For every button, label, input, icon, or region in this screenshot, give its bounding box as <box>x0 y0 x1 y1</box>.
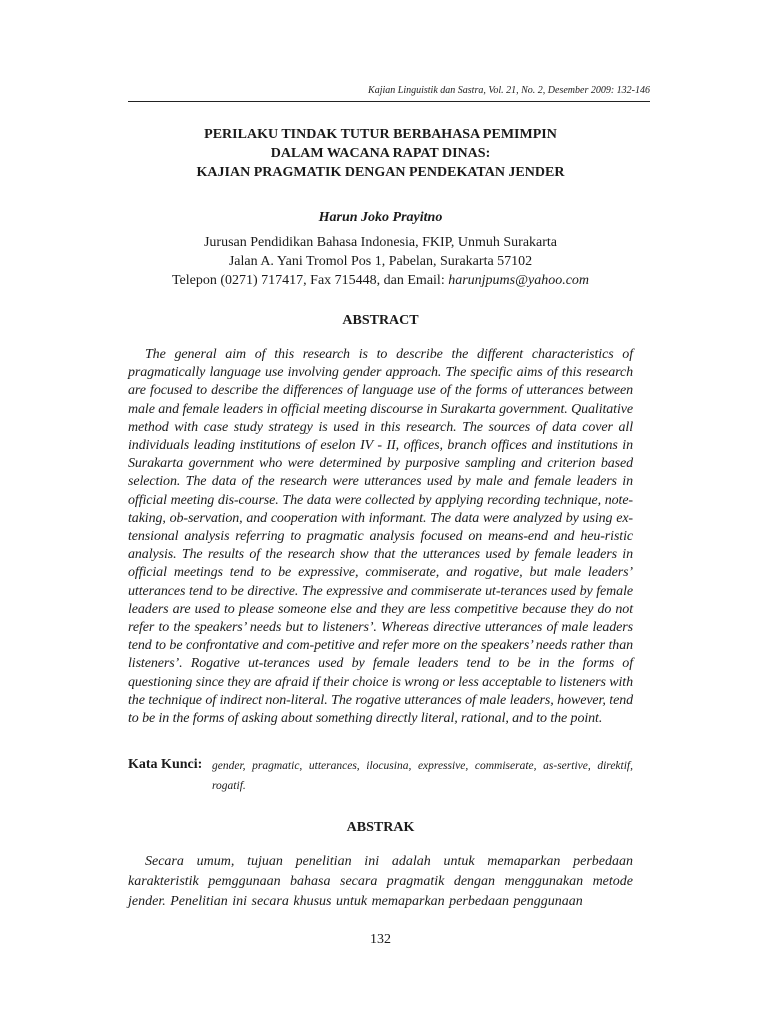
keywords-label: Kata Kunci: <box>128 757 203 772</box>
title-line-3: KAJIAN PRAGMATIK DENGAN PENDEKATAN JENDER <box>196 165 565 180</box>
abstract-heading: ABSTRACT <box>342 313 419 328</box>
title-line-1: PERILAKU TINDAK TUTUR BERBAHASA PEMIMPIN <box>204 127 557 142</box>
header-rule <box>128 101 650 102</box>
affiliation-line-1: Jurusan Pendidikan Bahasa Indonesia, FKIP, Unmuh Surakarta <box>203 235 558 250</box>
abstract-text: The general aim of this research is to describe the different characteristics of pragmatically language use involving gender approach. The specific aims of this research are focused to describe the differences of language use of the forms of utterances between male and female leaders in official meeting discourse in Surakarta government. Qualitative method with case study strategy is used in this research. The sources of data cover all individuals leading institutions of eselon IV - II, offices, branch offices and institutions in Surakarta government who were determined by purposive sampling and criterion based selection. The data of the research were utterances used by male and female leaders in official meeting dis-course. The data were collected by applying recording technique, note-taking, ob-servation, and cooperation with informant. The data were analyzed by using ex-tensional analysis referring to pragmatic analysis focused on means-end and heu-ristic analysis. The results of the research show that the utterances used by female leaders in official meetings tend to be expressive, commiserate, and rogative, but male leaders’ utterances tend to be directive. The expressive and commiserate ut-terances used by female leaders are used to please someone else and they are less competitive because they do not refer to the speakers’ needs but to listeners’. Whereas directive utterances of male leaders tend to be confrontative and com-petitive and refer more on the speakers’ needs rather than listeners’. Rogative ut-terances used by female leaders tend to be in the forms of questioning since they are afraid if their choice is wrong or less acceptable to listeners with the technique of indirect non-literal. The rogative utterances of male leaders, however, tend to be in the forms of asking about something directly literal, rational, and to the point. <box>128 347 633 727</box>
title-line-2: DALAM WACANA RAPAT DINAS: <box>270 146 491 161</box>
running-head: Kajian Linguistik dan Sastra, Vol. 21, No. 2, Desember 2009: 132-146 <box>368 85 650 96</box>
author-email: harunjpums@yahoo.com <box>448 273 590 288</box>
author-affiliation <box>128 233 633 290</box>
contact-info: Telepon (0271) 717417, Fax 715448, dan Email: <box>171 273 449 288</box>
affiliation-line-3 <box>128 271 633 290</box>
author-name: Harun Joko Prayitno <box>318 210 443 225</box>
page-number: 132 <box>370 932 391 947</box>
article-title <box>128 125 633 182</box>
keywords-text: gender, pragmatic, utterances, ilocusina, expressive, commiserate, as-sertive, direktif, rogatif. <box>212 760 633 792</box>
abstrak-text: Secara umum, tujuan penelitian ini adalah untuk memaparkan perbedaan karakteristik pemggunaan bahasa secara pragmatik dengan menggunakan metode jender. Penelitian ini secara khusus untuk memaparkan perbedaan penggunaan <box>128 854 633 909</box>
affiliation-line-2: Jalan A. Yani Tromol Pos 1, Pabelan, Surakarta 57102 <box>228 254 533 269</box>
abstrak-heading: ABSTRAK <box>346 820 415 835</box>
